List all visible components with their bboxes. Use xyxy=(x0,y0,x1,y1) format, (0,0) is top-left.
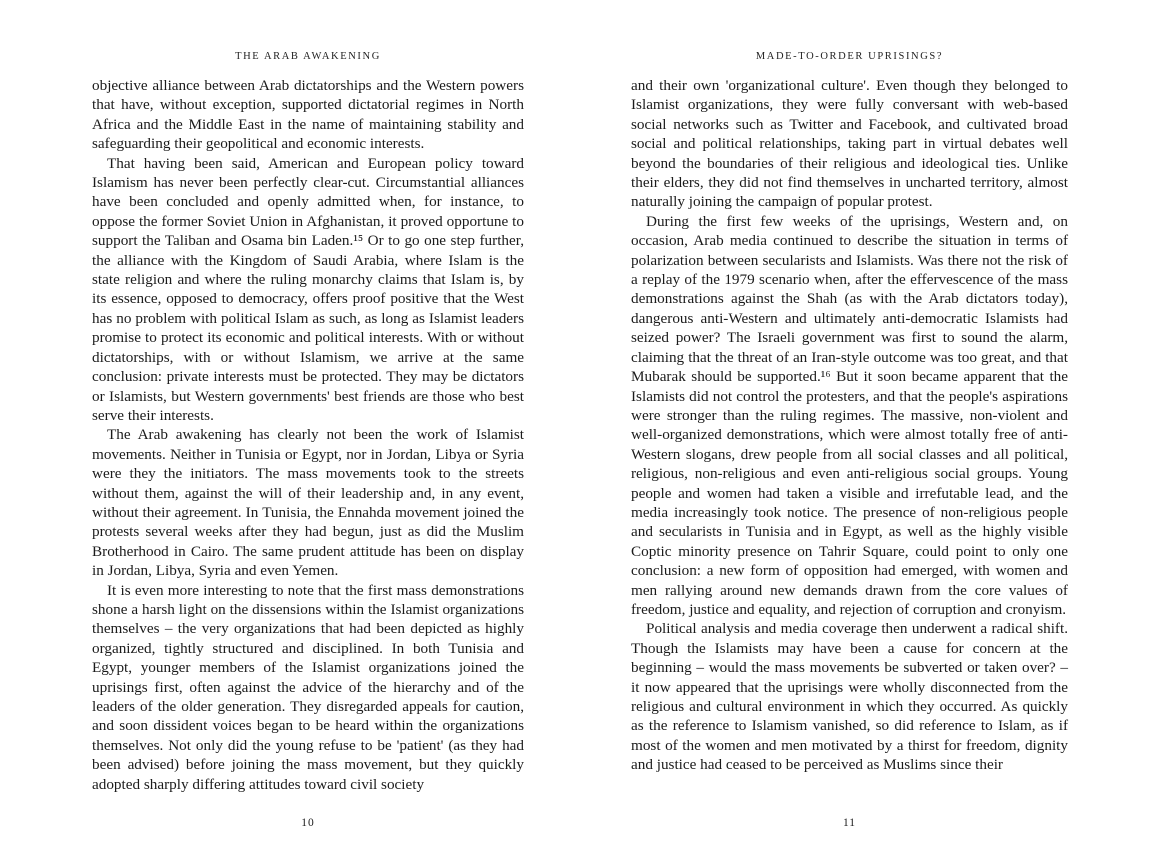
paragraph: The Arab awakening has clearly not been the work of Islamist movements. Neither in Tunisia or Egypt, nor in Jordan, Libya or Syria were they the initiators. The mass movements took to the streets without them, against the will of their leadership and, in any event, without their agreement. In Tunisia, the Ennahda movement joined the protests several weeks after they had begun, just as did the Muslim Brotherhood in Cairo. The same prudent attitude has been on display in Jordan, Libya, Syria and even Yemen. xyxy=(92,426,524,580)
page-number-right: 11 xyxy=(842,817,857,829)
page-number-left: 10 xyxy=(301,817,315,829)
paragraph: That having been said, American and European policy toward Islamism has never been perfectly clear-cut. Circumstantial alliances have been concluded and openly admitted when, for instance, to oppose the former Soviet Union in Afghanistan, it proved opportune to support the Taliban and Osama bin Laden.¹⁵ Or to go one step further, the alliance with the Kingdom of Saudi Arabia, where Islam is the state religion and where the ruling monarchy claims that Islam is, by its essence, opposed to democracy, offers proof positive that the West has no problem with political Islam as such, as long as Islamist leaders promise to protect its economic and political interests. With or without dictatorships, with or without Islamism, we arrive at the same conclusion: private interests must be protected. They may be dictators or Islamists, but Western governments' best friends are those who best serve their interests. xyxy=(92,154,524,424)
paragraph: and their own 'organizational culture'. Even though they belonged to Islamist organizations, they were fully conversant with web-based social networks such as Twitter and Facebook, and cultivated broad social and political relationships, taking part in virtual debates well beyond the boundaries of their religious and ideological ties. Unlike their elders, they did not find themselves in uncharted territory, almost naturally joining the campaign of popular protest. xyxy=(631,77,1068,211)
left-page-body xyxy=(92,76,524,794)
running-head-left: THE ARAB AWAKENING xyxy=(235,51,381,62)
paragraph: During the first few weeks of the uprisings, Western and, on occasion, Arab media continued to describe the situation in terms of polarization between secularists and Islamists. Was there not the risk of a replay of the 1979 scenario when, after the effervescence of the mass demonstrations against the Shah (as with the Arab dictators today), dangerous anti-Western and ultimately anti-democratic Islamists had seized power? The Israeli government was first to sound the alarm, claiming that the threat of an Iran-style outcome was too great, and that Mubarak should be supported.¹⁶ But it soon became apparent that the Islamists did not control the protesters, and that the people's aspirations were stronger than the ruling regimes. The massive, non-violent and well-organized demonstrations, which were almost totally free of anti-Western slogans, drew people from all social classes and all political, religious, non-religious and even anti-religious social groups. Young people and women had taken a visible and irrefutable lead, and the media increasingly took notice. The presence of non-religious people and secularists in Tunisia and in Egypt, as well as the highly visible Coptic minority presence on Tahrir Square, could point to only one conclusion: a new form of opposition had emerged, with women and men rallying around new demands drawn from the core values of freedom, justice and equality, and rejection of corruption and cronyism. xyxy=(631,212,1068,618)
running-head-right: MADE-TO-ORDER UPRISINGS? xyxy=(755,51,944,62)
paragraph: It is even more interesting to note that the first mass demonstrations shone a harsh light on the dissensions within the Islamist organizations themselves – the very organizations that had been depicted as highly organized, tightly structured and disciplined. In both Tunisia and Egypt, younger members of the Islamist organizations joined the uprisings first, often against the advice of the hierarchy and of the leaders of the older generation. They disregarded appeals for caution, and soon dissident voices began to be heard within the organizations themselves. Not only did the young refuse to be 'patient' (as they had been advised) before joining the mass movement, but they quickly adopted sharply differing attitudes toward civil society xyxy=(92,581,524,793)
paragraph: Political analysis and media coverage then underwent a radical shift. Though the Islamists may have been a cause for concern at the beginning – would the mass movements be subverted or taken over? – it now appeared that the uprisings were wholly disconnected from the religious and cultural environment in which they occurred. As quickly as the reference to Islamism vanished, so did reference to Islam, as if most of the women and men motivated by a thirst for freedom, dignity and justice had ceased to be perceived as Muslims since their xyxy=(631,620,1068,774)
paragraph: objective alliance between Arab dictatorships and the Western powers that have, without exception, supported dictatorial regimes in North Africa and the Middle East in the name of maintaining stability and safeguarding their geopolitical and economic interests. xyxy=(92,77,524,153)
right-page-body xyxy=(631,76,1068,775)
right-page xyxy=(585,0,1170,851)
